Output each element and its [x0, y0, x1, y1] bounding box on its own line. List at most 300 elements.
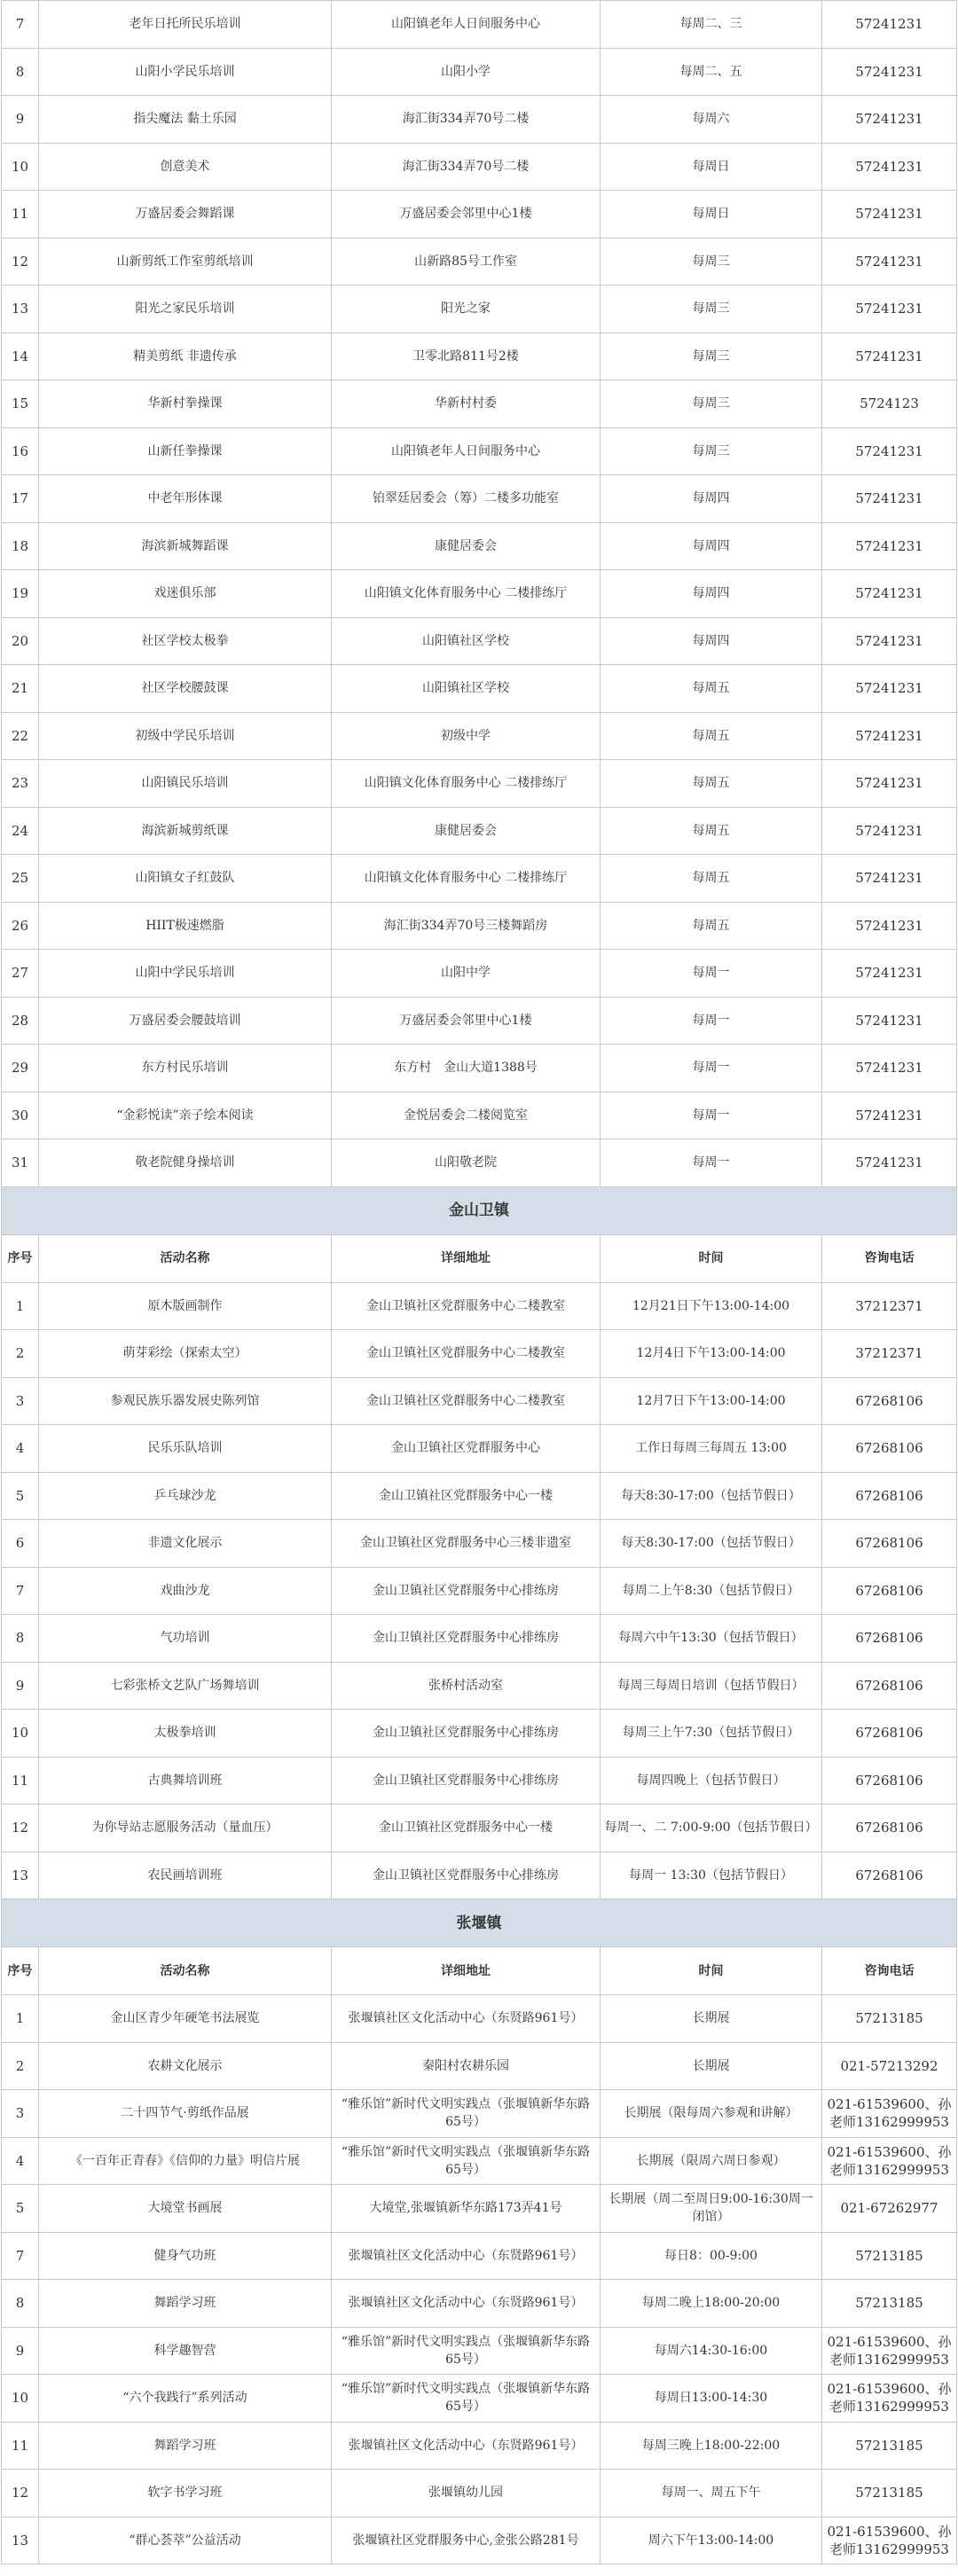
address-cell: 山阳镇文化体育服务中心 二楼排练厅 — [332, 855, 601, 903]
row-index-cell: 7 — [2, 1567, 39, 1615]
phone-cell: 57241231 — [822, 855, 957, 903]
table-row — [2, 96, 957, 144]
phone-cell: 57213185 — [822, 2422, 957, 2470]
row-index-cell: 1 — [2, 1282, 39, 1330]
phone-cell: 57241231 — [822, 475, 957, 523]
address-cell: 金悦居委会二楼阅览室 — [332, 1092, 601, 1139]
header-cell: 序号 — [2, 1234, 39, 1282]
row-index-cell: 12 — [2, 1805, 39, 1852]
phone-cell: 67268106 — [822, 1615, 957, 1663]
address-cell: 张堰镇社区文化活动中心（东贤路961号） — [332, 2422, 601, 2470]
row-index-cell: 21 — [2, 665, 39, 713]
time-cell: 长期展 — [601, 2042, 822, 2090]
activity-name-cell: 原木版画制作 — [39, 1282, 332, 1330]
address-cell: 东方村 金山大道1388号 — [332, 1045, 601, 1092]
row-index-cell: 4 — [2, 1425, 39, 1473]
activity-name-cell: 为你导站志愿服务活动（量血压） — [39, 1805, 332, 1852]
activity-name-cell: 山阳小学民乐培训 — [39, 48, 332, 96]
phone-cell: 021-61539600、孙老师13162999953 — [822, 2137, 957, 2185]
address-cell: “雅乐馆”新时代文明实践点（张堰镇新华东路65号） — [332, 2375, 601, 2423]
header-cell: 时间 — [601, 1234, 822, 1282]
address-cell: 张桥村活动室 — [332, 1662, 601, 1710]
address-cell: 山新路85号工作室 — [332, 238, 601, 286]
row-index-cell: 9 — [2, 2327, 39, 2375]
section-title: 金山卫镇 — [2, 1186, 957, 1234]
activity-name-cell: 农耕文化展示 — [39, 2042, 332, 2090]
header-cell: 序号 — [2, 1947, 39, 1995]
row-index-cell: 4 — [2, 2137, 39, 2185]
time-cell: 每周二上午8:30（包括节假日） — [601, 1567, 822, 1615]
time-cell: 长期展（限每周六参观和讲解） — [601, 2090, 822, 2138]
phone-cell: 57241231 — [822, 1, 957, 49]
row-index-cell: 8 — [2, 48, 39, 96]
address-cell: 海汇街334弄70号三楼舞蹈房 — [332, 902, 601, 950]
activity-name-cell: 《一百年正青春》《信仰的力量》明信片展 — [39, 2137, 332, 2185]
phone-cell: 5724123 — [822, 380, 957, 428]
time-cell: 长期展（限周六周日参观） — [601, 2137, 822, 2185]
section-shanyang-body — [2, 1, 957, 1187]
address-cell: 张堰镇幼儿园 — [332, 2470, 601, 2517]
activity-name-cell: 精美剪纸 非遗传承 — [39, 333, 332, 380]
phone-cell: 57241231 — [822, 96, 957, 144]
table-row — [2, 48, 957, 96]
time-cell: 12月7日下午13:00-14:00 — [601, 1377, 822, 1425]
row-index-cell: 11 — [2, 191, 39, 239]
header-row — [2, 1947, 957, 1995]
activity-name-cell: 软字书学习班 — [39, 2470, 332, 2517]
table-row — [2, 475, 957, 523]
table-row — [2, 2517, 957, 2564]
header-cell: 咨询电话 — [822, 1947, 957, 1995]
phone-cell: 021-67262977 — [822, 2185, 957, 2233]
table-row — [2, 1615, 957, 1663]
table-row — [2, 570, 957, 618]
address-cell: 金山卫镇社区党群服务中心二楼教室 — [332, 1330, 601, 1378]
row-index-cell: 3 — [2, 1377, 39, 1425]
activity-name-cell: 山阳镇女子红鼓队 — [39, 855, 332, 903]
phone-cell: 021-61539600、孙老师13162999953 — [822, 2090, 957, 2138]
row-index-cell: 30 — [2, 1092, 39, 1139]
address-cell: 海汇街334弄70号二楼 — [332, 96, 601, 144]
address-cell: 张堰镇社区文化活动中心（东贤路961号） — [332, 2280, 601, 2328]
activity-name-cell: 老年日托所民乐培训 — [39, 1, 332, 49]
time-cell: 每天8:30-17:00（包括节假日） — [601, 1472, 822, 1520]
phone-cell: 021-61539600、孙老师13162999953 — [822, 2375, 957, 2423]
table-row — [2, 712, 957, 760]
row-index-cell: 2 — [2, 2042, 39, 2090]
activity-name-cell: 山新剪纸工作室剪纸培训 — [39, 238, 332, 286]
activity-name-cell: 山阳中学民乐培训 — [39, 950, 332, 998]
table-row — [2, 665, 957, 713]
section-jinshanwei-body — [2, 1282, 957, 1899]
phone-cell: 67268106 — [822, 1377, 957, 1425]
address-cell: 康健居委会 — [332, 522, 601, 570]
time-cell: 每周三 — [601, 427, 822, 475]
phone-cell: 57241231 — [822, 333, 957, 380]
time-cell: 每周四 — [601, 570, 822, 618]
table-row — [2, 2280, 957, 2328]
phone-cell: 37212371 — [822, 1330, 957, 1378]
time-cell: 每周四晚上（包括节假日） — [601, 1757, 822, 1805]
address-cell: 海汇街334弄70号二楼 — [332, 143, 601, 191]
address-cell: 康健居委会 — [332, 807, 601, 855]
address-cell: 万盛居委会邻里中心1楼 — [332, 997, 601, 1045]
header-cell: 详细地址 — [332, 1947, 601, 1995]
address-cell: 山阳镇社区学校 — [332, 617, 601, 665]
phone-cell: 021-57213292 — [822, 2042, 957, 2090]
address-cell: 山阳镇文化体育服务中心 二楼排练厅 — [332, 570, 601, 618]
activity-name-cell: 山新任拳操课 — [39, 427, 332, 475]
table-row — [2, 2137, 957, 2185]
activity-name-cell: 华新村拳操课 — [39, 380, 332, 428]
phone-cell: 67268106 — [822, 1852, 957, 1899]
address-cell: 山阳镇文化体育服务中心 二楼排练厅 — [332, 760, 601, 808]
phone-cell: 57241231 — [822, 950, 957, 998]
table-row — [2, 1662, 957, 1710]
phone-cell: 57241231 — [822, 1045, 957, 1092]
activity-name-cell: 海滨新城剪纸课 — [39, 807, 332, 855]
row-index-cell: 23 — [2, 760, 39, 808]
time-cell: 长期展 — [601, 1995, 822, 2043]
table-row — [2, 238, 957, 286]
time-cell: 每周一 — [601, 1045, 822, 1092]
row-index-cell: 27 — [2, 950, 39, 998]
address-cell: 金山卫镇社区党群服务中心排练房 — [332, 1852, 601, 1899]
activity-name-cell: 戏迷俱乐部 — [39, 570, 332, 618]
activity-table — [1, 0, 957, 2564]
activity-name-cell: HIIT极速燃脂 — [39, 902, 332, 950]
table-row — [2, 855, 957, 903]
table-row — [2, 902, 957, 950]
address-cell: 铂翠廷居委会（筹）二楼多功能室 — [332, 475, 601, 523]
row-index-cell: 13 — [2, 286, 39, 333]
row-index-cell: 11 — [2, 1757, 39, 1805]
row-index-cell: 10 — [2, 2375, 39, 2423]
row-index-cell: 7 — [2, 1, 39, 49]
table-row — [2, 2327, 957, 2375]
table-row — [2, 950, 957, 998]
time-cell: 每周三上午7:30（包括节假日） — [601, 1710, 822, 1758]
activity-name-cell: 创意美术 — [39, 143, 332, 191]
table-row — [2, 1520, 957, 1568]
activity-name-cell: 科学趣智营 — [39, 2327, 332, 2375]
activity-name-cell: 初级中学民乐培训 — [39, 712, 332, 760]
phone-cell: 57241231 — [822, 570, 957, 618]
address-cell: 金山卫镇社区党群服务中心一楼 — [332, 1472, 601, 1520]
table-row — [2, 1045, 957, 1092]
table-row — [2, 1282, 957, 1330]
phone-cell: 57213185 — [822, 2280, 957, 2328]
time-cell: 每周一、二 7:00-9:00（包括节假日） — [601, 1805, 822, 1852]
table-row — [2, 1757, 957, 1805]
section-zhangyan-body — [2, 1995, 957, 2564]
time-cell: 每周三每周日培训（包括节假日） — [601, 1662, 822, 1710]
phone-cell: 57241231 — [822, 238, 957, 286]
phone-cell: 57241231 — [822, 902, 957, 950]
table-row — [2, 617, 957, 665]
table-row — [2, 1472, 957, 1520]
row-index-cell: 8 — [2, 1615, 39, 1663]
phone-cell: 57241231 — [822, 286, 957, 333]
time-cell: 每周日13:00-14:30 — [601, 2375, 822, 2423]
activity-name-cell: 民乐乐队培训 — [39, 1425, 332, 1473]
time-cell: 每周三 — [601, 238, 822, 286]
activity-name-cell: 舞蹈学习班 — [39, 2422, 332, 2470]
address-cell: 金山卫镇社区党群服务中心三楼非遗室 — [332, 1520, 601, 1568]
row-index-cell: 31 — [2, 1139, 39, 1187]
address-cell: 金山卫镇社区党群服务中心一楼 — [332, 1805, 601, 1852]
time-cell: 每周一 — [601, 1092, 822, 1139]
row-index-cell: 25 — [2, 855, 39, 903]
phone-cell: 57241231 — [822, 1139, 957, 1187]
activity-name-cell: 大境堂书画展 — [39, 2185, 332, 2233]
table-row — [2, 1, 957, 49]
time-cell: 每周一 — [601, 997, 822, 1045]
address-cell: 山阳中学 — [332, 950, 601, 998]
time-cell: 每天8:30-17:00（包括节假日） — [601, 1520, 822, 1568]
time-cell: 每周日 — [601, 191, 822, 239]
activity-name-cell: 古典舞培训班 — [39, 1757, 332, 1805]
time-cell: 每周一 13:30（包括节假日） — [601, 1852, 822, 1899]
phone-cell: 57213185 — [822, 1995, 957, 2043]
time-cell: 每周五 — [601, 902, 822, 950]
header-cell: 详细地址 — [332, 1234, 601, 1282]
activity-name-cell: 农民画培训班 — [39, 1852, 332, 1899]
activity-name-cell: “金彩悦读”亲子绘本阅读 — [39, 1092, 332, 1139]
activity-name-cell: 海滨新城舞蹈课 — [39, 522, 332, 570]
table-row — [2, 1710, 957, 1758]
time-cell: 每周三晚上18:00-22:00 — [601, 2422, 822, 2470]
time-cell: 每周二晚上18:00-20:00 — [601, 2280, 822, 2328]
table-row — [2, 1092, 957, 1139]
phone-cell: 57241231 — [822, 48, 957, 96]
section-title: 张堰镇 — [2, 1899, 957, 1947]
row-index-cell: 18 — [2, 522, 39, 570]
address-cell: 金山卫镇社区党群服务中心排练房 — [332, 1710, 601, 1758]
table-row — [2, 1139, 957, 1187]
activity-name-cell: 山阳镇民乐培训 — [39, 760, 332, 808]
time-cell: 每周三 — [601, 380, 822, 428]
table-row — [2, 2422, 957, 2470]
time-cell: 12月21日下午13:00-14:00 — [601, 1282, 822, 1330]
activity-name-cell: 气功培训 — [39, 1615, 332, 1663]
address-cell: 张堰镇社区文化活动中心（东贤路961号） — [332, 2232, 601, 2280]
header-cell: 活动名称 — [39, 1947, 332, 1995]
time-cell: 每周二、五 — [601, 48, 822, 96]
address-cell: 华新村村委 — [332, 380, 601, 428]
activity-name-cell: 金山区青少年硬笔书法展览 — [39, 1995, 332, 2043]
activity-name-cell: 东方村民乐培训 — [39, 1045, 332, 1092]
row-index-cell: 29 — [2, 1045, 39, 1092]
phone-cell: 57241231 — [822, 712, 957, 760]
address-cell: 山阳镇老年人日间服务中心 — [332, 1, 601, 49]
phone-cell: 67268106 — [822, 1757, 957, 1805]
address-cell: 金山卫镇社区党群服务中心二楼教室 — [332, 1282, 601, 1330]
table-row — [2, 1567, 957, 1615]
table-row — [2, 1377, 957, 1425]
section-jinshanwei — [2, 1186, 957, 1282]
time-cell: 每周三 — [601, 333, 822, 380]
time-cell: 每周一、周五下午 — [601, 2470, 822, 2517]
activity-name-cell: 敬老院健身操培训 — [39, 1139, 332, 1187]
row-index-cell: 7 — [2, 2232, 39, 2280]
table-row — [2, 1330, 957, 1378]
address-cell: 阳光之家 — [332, 286, 601, 333]
phone-cell: 67268106 — [822, 1425, 957, 1473]
row-index-cell: 16 — [2, 427, 39, 475]
table-row — [2, 380, 957, 428]
time-cell: 每周六 — [601, 96, 822, 144]
row-index-cell: 20 — [2, 617, 39, 665]
table-row — [2, 286, 957, 333]
table-row — [2, 427, 957, 475]
time-cell: 每周二、三 — [601, 1, 822, 49]
header-row — [2, 1234, 957, 1282]
row-index-cell: 11 — [2, 2422, 39, 2470]
activity-name-cell: “六个我践行”系列活动 — [39, 2375, 332, 2423]
table-row — [2, 807, 957, 855]
phone-cell: 57241231 — [822, 807, 957, 855]
address-cell: “雅乐馆”新时代文明实践点（张堰镇新华东路65号） — [332, 2090, 601, 2138]
address-cell: 山阳小学 — [332, 48, 601, 96]
row-index-cell: 19 — [2, 570, 39, 618]
row-index-cell: 22 — [2, 712, 39, 760]
phone-cell: 67268106 — [822, 1520, 957, 1568]
activity-name-cell: 二十四节气·剪纸作品展 — [39, 2090, 332, 2138]
address-cell: 金山卫镇社区党群服务中心排练房 — [332, 1615, 601, 1663]
activity-name-cell: 舞蹈学习班 — [39, 2280, 332, 2328]
time-cell: 12月4日下午13:00-14:00 — [601, 1330, 822, 1378]
time-cell: 每周五 — [601, 855, 822, 903]
address-cell: 大境堂,张堰镇新华东路173弄41号 — [332, 2185, 601, 2233]
time-cell: 工作日每周三每周五 13:00 — [601, 1425, 822, 1473]
table-row — [2, 1852, 957, 1899]
activity-name-cell: “群心荟萃”公益活动 — [39, 2517, 332, 2564]
activity-name-cell: 太极拳培训 — [39, 1710, 332, 1758]
phone-cell: 57241231 — [822, 665, 957, 713]
activity-name-cell: 戏曲沙龙 — [39, 1567, 332, 1615]
row-index-cell: 17 — [2, 475, 39, 523]
time-cell: 每周六14:30-16:00 — [601, 2327, 822, 2375]
activity-name-cell: 指尖魔法 黏土乐园 — [39, 96, 332, 144]
address-cell: 山阳镇社区学校 — [332, 665, 601, 713]
address-cell: “雅乐馆”新时代文明实践点（张堰镇新华东路65号） — [332, 2137, 601, 2185]
address-cell: “雅乐馆”新时代文明实践点（张堰镇新华东路65号） — [332, 2327, 601, 2375]
time-cell: 每周五 — [601, 665, 822, 713]
phone-cell: 57241231 — [822, 997, 957, 1045]
address-cell: 卫零北路811号2楼 — [332, 333, 601, 380]
phone-cell: 57241231 — [822, 760, 957, 808]
address-cell: 张堰镇社区文化活动中心（东贤路961号） — [332, 1995, 601, 2043]
activity-name-cell: 社区学校腰鼓课 — [39, 665, 332, 713]
time-cell: 每周一 — [601, 1139, 822, 1187]
row-index-cell: 8 — [2, 2280, 39, 2328]
phone-cell: 021-61539600、孙老师13162999953 — [822, 2517, 957, 2564]
phone-cell: 67268106 — [822, 1662, 957, 1710]
address-cell: 山阳敬老院 — [332, 1139, 601, 1187]
table-row — [2, 333, 957, 380]
table-row — [2, 2185, 957, 2233]
phone-cell: 67268106 — [822, 1567, 957, 1615]
time-cell: 每周三 — [601, 286, 822, 333]
phone-cell: 57241231 — [822, 427, 957, 475]
table-row — [2, 2375, 957, 2423]
row-index-cell: 10 — [2, 143, 39, 191]
section-zhangyan — [2, 1899, 957, 1995]
activity-name-cell: 万盛居委会腰鼓培训 — [39, 997, 332, 1045]
address-cell: 张堰镇社区党群服务中心,金张公路281号 — [332, 2517, 601, 2564]
table-row — [2, 143, 957, 191]
address-cell: 金山卫镇社区党群服务中心 — [332, 1425, 601, 1473]
address-cell: 金山卫镇社区党群服务中心排练房 — [332, 1757, 601, 1805]
table-row — [2, 2090, 957, 2138]
time-cell: 每周日 — [601, 143, 822, 191]
time-cell: 每日8：00-9:00 — [601, 2232, 822, 2280]
row-index-cell: 9 — [2, 96, 39, 144]
activity-name-cell: 萌芽彩绘（探索太空） — [39, 1330, 332, 1378]
row-index-cell: 5 — [2, 1472, 39, 1520]
phone-cell: 57241231 — [822, 143, 957, 191]
time-cell: 每周五 — [601, 807, 822, 855]
activity-name-cell: 社区学校太极拳 — [39, 617, 332, 665]
row-index-cell: 3 — [2, 2090, 39, 2138]
activity-name-cell: 阳光之家民乐培训 — [39, 286, 332, 333]
table-row — [2, 1995, 957, 2043]
row-index-cell: 9 — [2, 1662, 39, 1710]
row-index-cell: 15 — [2, 380, 39, 428]
table-row — [2, 1805, 957, 1852]
address-cell: 金山卫镇社区党群服务中心二楼教室 — [332, 1377, 601, 1425]
address-cell: 初级中学 — [332, 712, 601, 760]
phone-cell: 57241231 — [822, 617, 957, 665]
time-cell: 每周六中午13:30（包括节假日） — [601, 1615, 822, 1663]
address-cell: 秦阳村农耕乐园 — [332, 2042, 601, 2090]
activity-name-cell: 中老年形体课 — [39, 475, 332, 523]
table-row — [2, 2232, 957, 2280]
time-cell: 每周一 — [601, 950, 822, 998]
address-cell: 金山卫镇社区党群服务中心排练房 — [332, 1567, 601, 1615]
header-cell: 活动名称 — [39, 1234, 332, 1282]
row-index-cell: 13 — [2, 1852, 39, 1899]
row-index-cell: 12 — [2, 2470, 39, 2517]
phone-cell: 57241231 — [822, 1092, 957, 1139]
time-cell: 每周四 — [601, 522, 822, 570]
activity-name-cell: 非遗文化展示 — [39, 1520, 332, 1568]
activity-name-cell: 乒乓球沙龙 — [39, 1472, 332, 1520]
row-index-cell: 14 — [2, 333, 39, 380]
phone-cell: 67268106 — [822, 1472, 957, 1520]
row-index-cell: 2 — [2, 1330, 39, 1378]
time-cell: 每周四 — [601, 475, 822, 523]
table-row — [2, 2042, 957, 2090]
phone-cell: 57241231 — [822, 191, 957, 239]
activity-name-cell: 参观民族乐器发展史陈列馆 — [39, 1377, 332, 1425]
row-index-cell: 6 — [2, 1520, 39, 1568]
table-row — [2, 2470, 957, 2517]
phone-cell: 021-61539600、孙老师13162999953 — [822, 2327, 957, 2375]
table-row — [2, 1425, 957, 1473]
table-row — [2, 191, 957, 239]
header-cell: 时间 — [601, 1947, 822, 1995]
address-cell: 万盛居委会邻里中心1楼 — [332, 191, 601, 239]
row-index-cell: 10 — [2, 1710, 39, 1758]
time-cell: 每周五 — [601, 712, 822, 760]
row-index-cell: 26 — [2, 902, 39, 950]
phone-cell: 37212371 — [822, 1282, 957, 1330]
phone-cell: 57213185 — [822, 2232, 957, 2280]
table-row — [2, 760, 957, 808]
address-cell: 山阳镇老年人日间服务中心 — [332, 427, 601, 475]
